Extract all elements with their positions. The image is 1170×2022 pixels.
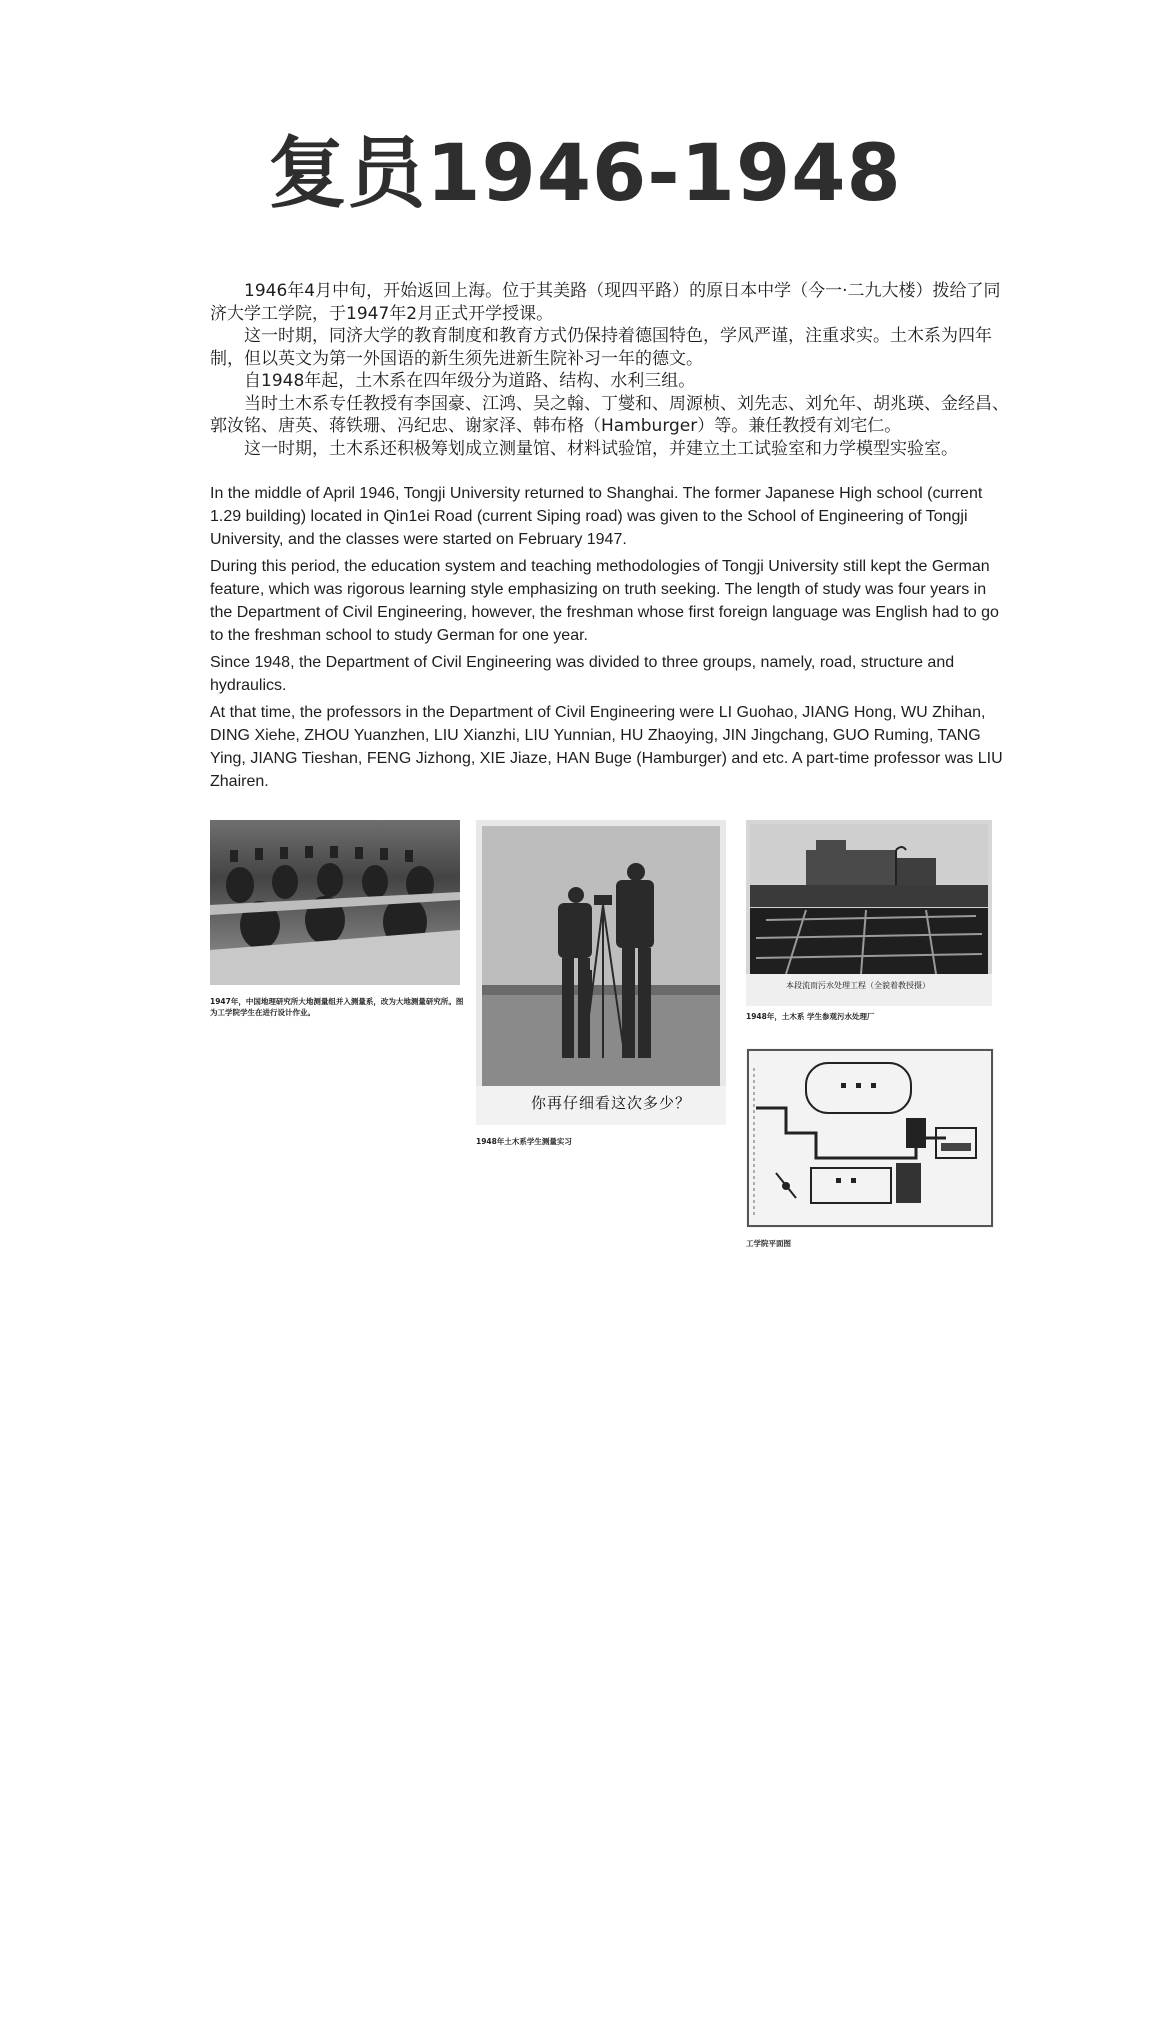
en-paragraph: During this period, the education system and teaching methodologies of Tongji University still kept the German feature, which was rigorous learning style emphasizing on truth seeking. The length of study was four years in the Department of Civil Engineering, however, the freshman whose first foreign language was English had to go to the freshman school to study German for one year. xyxy=(210,558,999,644)
survey-photo xyxy=(476,820,726,1125)
survey-inscription: 你再仔细看这次多少？ xyxy=(531,1094,692,1112)
en-paragraph: At that time, the professors in the Department of Civil Engineering were LI Guohao, JIANG Hong, WU Zhihan, DING Xiehe, ZHOU Yuanzhen, LIU Xianzhi, LIU Yunnian, HU Zhaoying, JIN Jingchang, GUO Ruming, TANG Ying, JIANG Tieshan, FENG Jizhong, XIE Jiaze, HAN Buge (Hamburger) and etc. A part-time professor was LIU Zhairen. xyxy=(210,704,1003,790)
classroom-caption: 1947年，中国地理研究所大地测量组并入测量系，改为大地测量研究所。图为工学院学生在进行设计作业。 xyxy=(210,997,464,1017)
en-paragraph: Since 1948, the Department of Civil Engineering was divided to three groups, namely, road, structure and hydraulics. xyxy=(210,654,955,694)
sewage-caption: 1948年，土木系 学生参观污水处理厂 xyxy=(746,1012,875,1021)
cn-paragraph: 这一时期，同济大学的教育制度和教育方式仍保持着德国特色，学风严谨，注重求实。土木系为四年制，但以英文为第一外国语的新生须先进新生院补习一年的德文。 xyxy=(210,326,992,369)
campus-plan-caption: 工学院平面图 xyxy=(746,1239,791,1248)
chinese-text-block xyxy=(210,280,1010,460)
classroom-photo xyxy=(210,820,460,985)
page-title: 复员1946-1948 xyxy=(268,129,902,219)
en-paragraph: In the middle of April 1946, Tongji University returned to Shanghai. The former Japanese High school (current 1.29 building) located in Qin1ei Road (current Siping road) was given to the School of Engineering of Tongji University, and the classes were started on February 1947. xyxy=(210,485,983,548)
survey-caption: 1948年土木系学生测量实习 xyxy=(476,1137,572,1146)
campus-plan-photo xyxy=(746,1048,994,1228)
cn-paragraph: 当时土木系专任教授有李国豪、江鸿、吴之翰、丁燮和、周源桢、刘先志、刘允年、胡兆瑛、金经昌、郭汝铭、唐英、蒋铁珊、冯纪忠、谢家泽、韩布格（Hamburger）等。兼任教授有刘宅仁。 xyxy=(210,393,1009,436)
cn-paragraph: 自1948年起，土木系在四年级分为道路、结构、水利三组。 xyxy=(244,371,696,391)
sewage-inscription: 本段流而污水处理工程（全貌着教授摄） xyxy=(786,981,930,990)
cn-paragraph: 这一时期，土木系还积极筹划成立测量馆、材料试验馆，并建立土工试验室和力学模型实验室。 xyxy=(244,438,958,459)
sewage-plant-photo xyxy=(746,820,992,1006)
english-text-block xyxy=(210,482,1010,797)
cn-paragraph: 1946年4月中旬，开始返回上海。位于其美路（现四平路）的原日本中学（今一·二九大楼）拨给了同济大学工学院，于1947年2月正式开学授课。 xyxy=(210,281,1001,324)
